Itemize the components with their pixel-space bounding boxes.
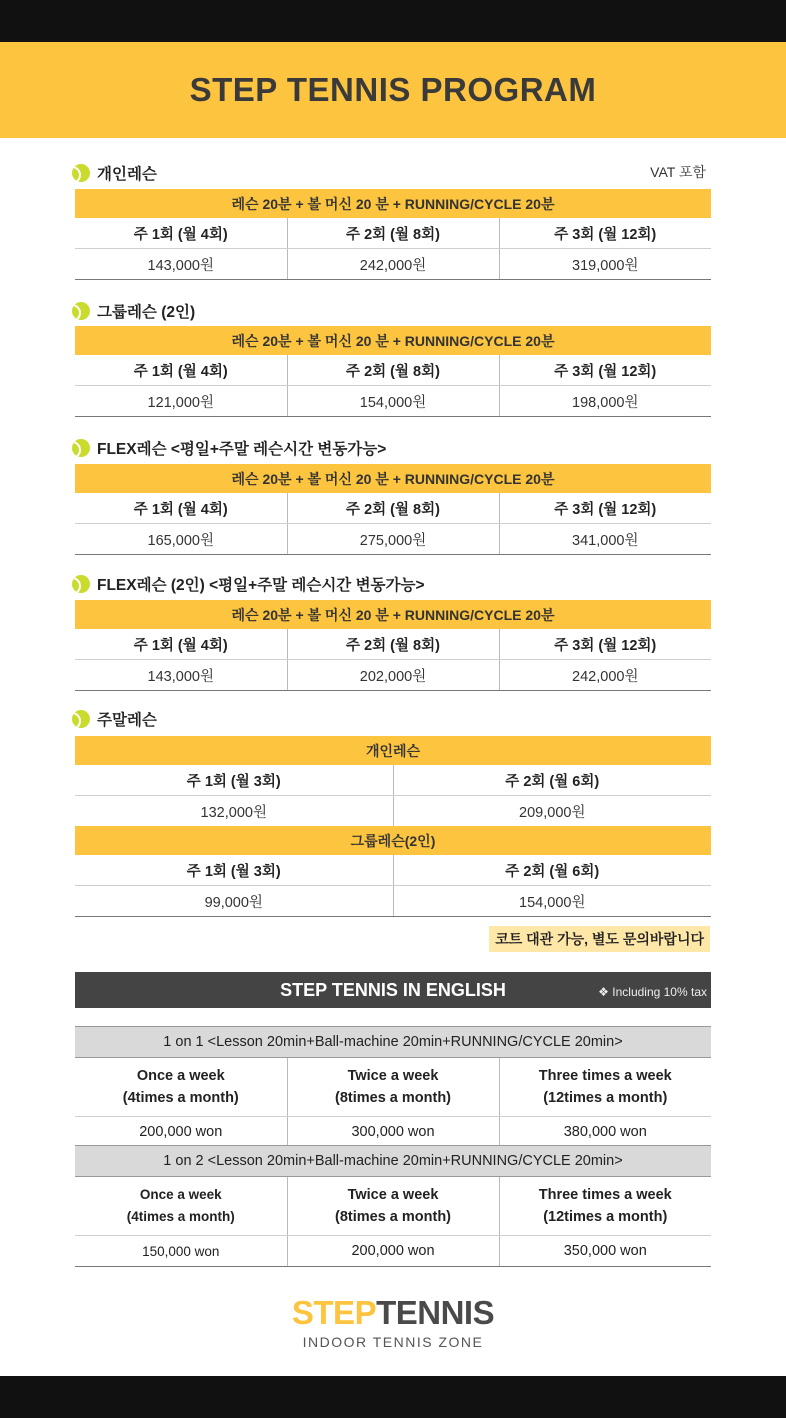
vat-note: VAT 포함 bbox=[650, 164, 706, 180]
price-cell: 275,000원 bbox=[287, 524, 499, 555]
frequency-label: 주 1회 (월 4회) bbox=[75, 493, 287, 524]
section-title-flex: FLEX레슨 <평일+주말 레슨시간 변동가능> bbox=[72, 437, 386, 459]
page-title: STEP TENNIS PROGRAM bbox=[189, 71, 597, 108]
price-cell: 200,000 won bbox=[75, 1117, 287, 1148]
english-title: STEP TENNIS IN ENGLISH bbox=[280, 979, 506, 1000]
price-table-flex bbox=[75, 464, 711, 555]
price-cell: 154,000원 bbox=[393, 886, 711, 917]
english-section-header bbox=[75, 972, 711, 1008]
price-table-weekend bbox=[75, 736, 711, 917]
frequency-label: 주 1회 (월 3회) bbox=[75, 765, 393, 796]
price-cell: 350,000 won bbox=[499, 1236, 711, 1267]
tennis-ball-icon bbox=[72, 164, 90, 182]
price-cell: 202,000원 bbox=[287, 660, 499, 691]
title-banner bbox=[0, 42, 786, 138]
section-title-private: 개인레슨 bbox=[72, 162, 157, 184]
table-header: 1 on 2 <Lesson 20min+Ball-machine 20min+RUNNING/CYCLE 20min> bbox=[75, 1146, 711, 1177]
frequency-label: 주 3회 (월 12회) bbox=[499, 629, 711, 660]
price-cell: 242,000원 bbox=[287, 249, 499, 280]
tennis-ball-icon bbox=[72, 302, 90, 320]
frequency-label: Once a week (4times a month) bbox=[75, 1177, 287, 1236]
frequency-label: Twice a week (8times a month) bbox=[287, 1058, 499, 1117]
frequency-label: 주 2회 (월 8회) bbox=[287, 629, 499, 660]
frequency-label: 주 1회 (월 4회) bbox=[75, 629, 287, 660]
frequency-label: Twice a week (8times a month) bbox=[287, 1177, 499, 1236]
english-table-1on1 bbox=[75, 1026, 711, 1148]
tennis-ball-icon bbox=[72, 575, 90, 593]
logo-step: STEP bbox=[291, 1294, 377, 1331]
section-title-flex-group: FLEX레슨 (2인) <평일+주말 레슨시간 변동가능> bbox=[72, 573, 425, 595]
price-cell: 380,000 won bbox=[499, 1117, 711, 1148]
logo-tennis: TENNIS bbox=[376, 1294, 495, 1331]
frequency-label: 주 3회 (월 12회) bbox=[499, 218, 711, 249]
price-cell: 121,000원 bbox=[75, 386, 287, 417]
english-table-1on2 bbox=[75, 1145, 711, 1267]
table-header: 레슨 20분 + 볼 머신 20 분 + RUNNING/CYCLE 20분 bbox=[75, 600, 711, 629]
frequency-label: 주 2회 (월 8회) bbox=[287, 493, 499, 524]
price-cell: 319,000원 bbox=[499, 249, 711, 280]
table-header: 레슨 20분 + 볼 머신 20 분 + RUNNING/CYCLE 20분 bbox=[75, 464, 711, 493]
court-rental-note: 코트 대관 가능, 별도 문의바랍니다 bbox=[489, 926, 710, 952]
frequency-label: 주 2회 (월 6회) bbox=[393, 855, 711, 886]
frequency-label: 주 3회 (월 12회) bbox=[499, 493, 711, 524]
step-tennis-logo bbox=[0, 1294, 786, 1350]
frequency-label: 주 3회 (월 12회) bbox=[499, 355, 711, 386]
tennis-ball-icon bbox=[72, 710, 90, 728]
price-cell: 200,000 won bbox=[287, 1236, 499, 1267]
price-cell: 150,000 won bbox=[75, 1236, 287, 1267]
top-bar bbox=[0, 0, 786, 42]
table-header: 레슨 20분 + 볼 머신 20 분 + RUNNING/CYCLE 20분 bbox=[75, 326, 711, 355]
table-header: 그룹레슨(2인) bbox=[75, 826, 711, 855]
price-cell: 209,000원 bbox=[393, 796, 711, 827]
frequency-label: 주 2회 (월 8회) bbox=[287, 355, 499, 386]
table-header: 레슨 20분 + 볼 머신 20 분 + RUNNING/CYCLE 20분 bbox=[75, 189, 711, 218]
section-title-group: 그룹레슨 (2인) bbox=[72, 300, 195, 322]
table-header: 개인레슨 bbox=[75, 736, 711, 765]
price-table-private bbox=[75, 189, 711, 280]
frequency-label: Once a week (4times a month) bbox=[75, 1058, 287, 1117]
price-cell: 300,000 won bbox=[287, 1117, 499, 1148]
table-header: 1 on 1 <Lesson 20min+Ball-machine 20min+RUNNING/CYCLE 20min> bbox=[75, 1027, 711, 1058]
price-cell: 242,000원 bbox=[499, 660, 711, 691]
frequency-label: 주 1회 (월 4회) bbox=[75, 355, 287, 386]
bottom-bar bbox=[0, 1376, 786, 1418]
price-cell: 132,000원 bbox=[200, 804, 267, 821]
frequency-label: 주 1회 (월 3회) bbox=[75, 855, 393, 886]
logo-tagline: INDOOR TENNIS ZONE bbox=[302, 1334, 484, 1350]
frequency-label: Three times a week (12times a month) bbox=[499, 1058, 711, 1117]
frequency-label: Three times a week (12times a month) bbox=[499, 1177, 711, 1236]
price-cell: 154,000원 bbox=[287, 386, 499, 417]
section-title-weekend: 주말레슨 bbox=[72, 708, 157, 730]
tax-note: ❖ Including 10% tax bbox=[598, 985, 707, 999]
price-table-group bbox=[75, 326, 711, 417]
frequency-label: 주 1회 (월 4회) bbox=[75, 218, 287, 249]
price-cell: 165,000원 bbox=[75, 524, 287, 555]
price-cell: 143,000원 bbox=[75, 660, 287, 691]
tennis-ball-icon bbox=[72, 439, 90, 457]
price-table-flex-group bbox=[75, 600, 711, 691]
price-cell: 143,000원 bbox=[75, 249, 287, 280]
frequency-label: 주 2회 (월 8회) bbox=[287, 218, 499, 249]
frequency-label: 주 2회 (월 6회) bbox=[393, 765, 711, 796]
price-cell: 99,000원 bbox=[75, 886, 393, 917]
price-cell: 198,000원 bbox=[499, 386, 711, 417]
price-cell: 341,000원 bbox=[499, 524, 711, 555]
